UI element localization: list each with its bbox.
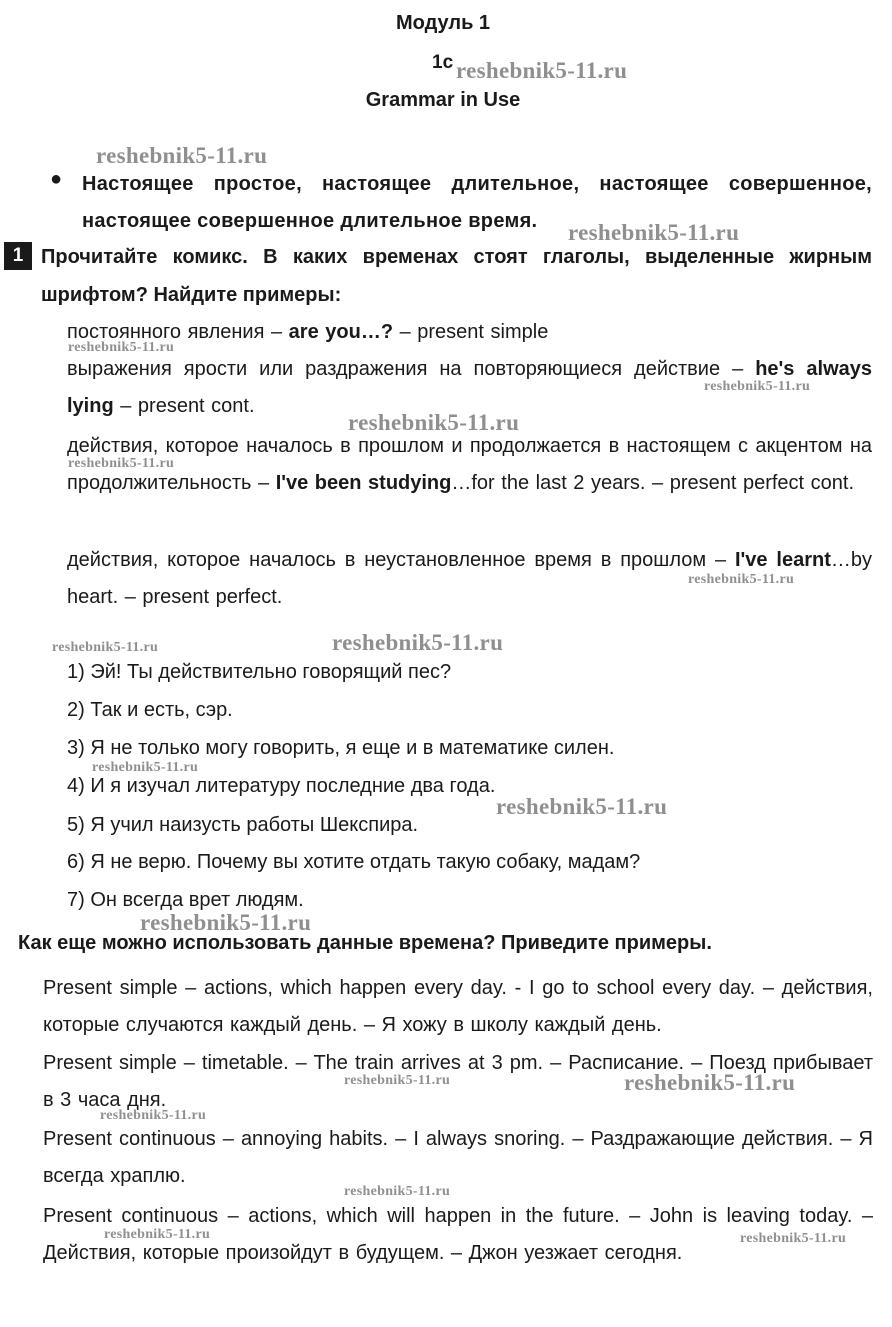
watermark: reshebnik5-11.ru bbox=[704, 379, 811, 394]
exercise-number-badge: 1 bbox=[4, 242, 32, 270]
answer-item: постоянного явления – are you…? – present simple bbox=[67, 321, 549, 343]
translation-line: 2) Так и есть, сэр. bbox=[67, 699, 233, 721]
example-paragraph: Present simple – actions, which happen every day. - I go to school every day. – действия, которые случаются каждый день. – Я хожу в школу каждый день. bbox=[43, 977, 873, 1036]
translation-line: 4) И я изучал литературу последние два года. bbox=[67, 775, 496, 797]
watermark: reshebnik5-11.ru bbox=[568, 220, 740, 245]
watermark: reshebnik5-11.ru bbox=[348, 410, 520, 435]
section-title: Grammar in Use bbox=[365, 89, 521, 111]
watermark: reshebnik5-11.ru bbox=[496, 794, 668, 819]
watermark: reshebnik5-11.ru bbox=[52, 640, 159, 655]
watermark: reshebnik5-11.ru bbox=[688, 572, 795, 587]
translation-line: 5) Я учил наизусть работы Шекспира. bbox=[67, 814, 419, 836]
translation-line: 6) Я не верю. Почему вы хотите отдать такую собаку, мадам? bbox=[67, 851, 641, 873]
watermark: reshebnik5-11.ru bbox=[344, 1184, 451, 1199]
question-heading: Как еще можно использовать данные времена? Приведите примеры. bbox=[18, 932, 712, 954]
watermark: reshebnik5-11.ru bbox=[456, 58, 628, 83]
translation-line: 3) Я не только могу говорить, я еще и в математике силен. bbox=[67, 737, 615, 759]
watermark: reshebnik5-11.ru bbox=[624, 1070, 796, 1095]
example-paragraph: Present continuous – actions, which will happen in the future. – John is leaving today. – Действия, которые произойдут в будущем. – Джон уезжает сегодня. bbox=[43, 1205, 873, 1264]
watermark: reshebnik5-11.ru bbox=[100, 1108, 207, 1123]
example-paragraph: Present simple – timetable. – The train arrives at 3 pm. – Расписание. – Поезд прибывает в 3 часа дня. bbox=[43, 1052, 873, 1111]
watermark: reshebnik5-11.ru bbox=[96, 143, 268, 168]
watermark: reshebnik5-11.ru bbox=[344, 1073, 451, 1088]
translation-line: 7) Он всегда врет людям. bbox=[67, 889, 304, 911]
translation-line: 1) Эй! Ты действительно говорящий пес? bbox=[67, 661, 452, 683]
watermark: reshebnik5-11.ru bbox=[104, 1227, 211, 1242]
module-title: Модуль 1 bbox=[395, 12, 491, 34]
example-paragraph: Present continuous – annoying habits. – I always snoring. – Раздражающие действия. – Я всегда храплю. bbox=[43, 1128, 873, 1187]
exercise-task: Прочитайте комикс. В каких временах стоят глаголы, выделенные жирным шрифтом? Найдите примеры: bbox=[41, 246, 872, 306]
watermark: reshebnik5-11.ru bbox=[68, 456, 175, 471]
bullet-icon: ● bbox=[50, 168, 63, 190]
watermark: reshebnik5-11.ru bbox=[140, 910, 312, 935]
watermark: reshebnik5-11.ru bbox=[332, 630, 504, 655]
answer-item: выражения ярости или раздражения на повторяющиеся действие – he's always lying – present cont. bbox=[67, 358, 872, 417]
watermark: reshebnik5-11.ru bbox=[92, 760, 199, 775]
answer-item: действия, которое началось в неустановленное время в прошлом – I've learnt…by heart. – present perfect. bbox=[67, 549, 872, 608]
watermark: reshebnik5-11.ru bbox=[68, 340, 175, 355]
bullet-topic: Настоящее простое, настоящее длительное, настоящее совершенное, настоящее совершенное длительное время. bbox=[82, 173, 872, 232]
watermark: reshebnik5-11.ru bbox=[740, 1231, 847, 1246]
lesson-code: 1c bbox=[432, 52, 454, 73]
answer-item: действия, которое началось в прошлом и продолжается в настоящем с акцентом на продолжительность – I've been studying…for the last 2 years. – present perfect cont. bbox=[67, 435, 872, 494]
